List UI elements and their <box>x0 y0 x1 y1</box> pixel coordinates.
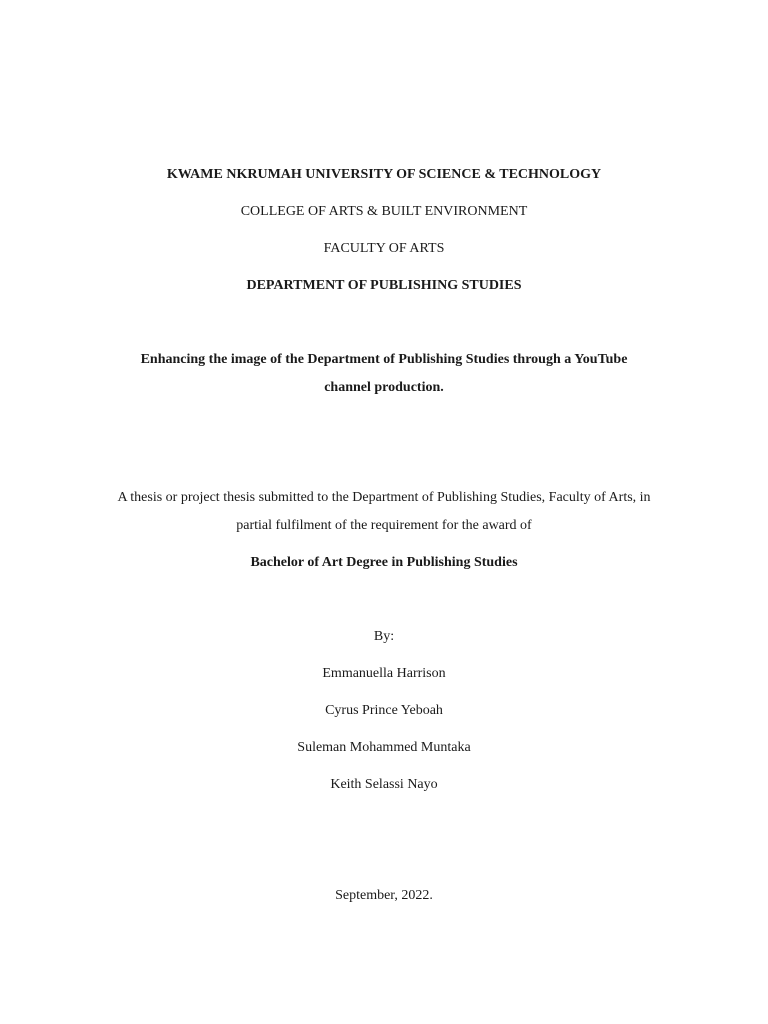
submission-statement-line-1: A thesis or project thesis submitted to the Department of Publishing Studies, Faculty of Arts, in <box>117 490 651 505</box>
submission-statement-line-2: partial fulfilment of the requirement for the award of <box>236 518 532 533</box>
author-name: Suleman Mohammed Muntaka <box>297 740 471 755</box>
college-name: COLLEGE OF ARTS & BUILT ENVIRONMENT <box>240 204 528 219</box>
department-name: DEPARTMENT OF PUBLISHING STUDIES <box>246 278 522 293</box>
author-name: Cyrus Prince Yeboah <box>325 703 443 718</box>
faculty-name: FACULTY OF ARTS <box>323 241 445 256</box>
thesis-title-line-1: Enhancing the image of the Department of Publishing Studies through a YouTube <box>140 352 628 367</box>
author-name: Emmanuella Harrison <box>322 666 446 681</box>
author-name: Keith Selassi Nayo <box>330 777 438 792</box>
university-name: KWAME NKRUMAH UNIVERSITY OF SCIENCE & TECHNOLOGY <box>166 167 602 182</box>
submission-date: September, 2022. <box>335 888 433 903</box>
thesis-title-line-2: channel production. <box>324 380 444 395</box>
degree-name: Bachelor of Art Degree in Publishing Studies <box>250 555 518 570</box>
by-label: By: <box>373 629 395 644</box>
